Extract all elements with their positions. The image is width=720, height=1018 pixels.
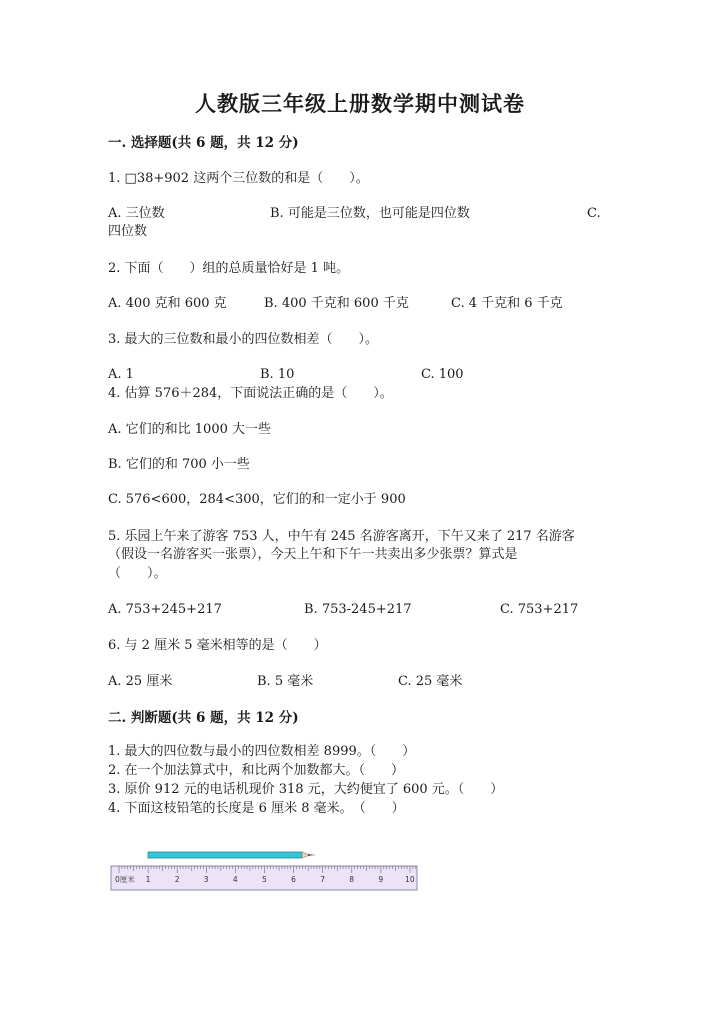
ruler-number-3: 3 <box>203 875 209 884</box>
question-3-option-c: C. 100 <box>421 367 464 382</box>
section-heading-choice: 一. 选择题(共 6 题，共 12 分) <box>108 135 299 151</box>
question-2-stem: 2. 下面（ ）组的总质量恰好是 1 吨。 <box>108 261 350 276</box>
question-5-option-c: C. 753+217 <box>500 602 579 617</box>
judge-item-2: 2. 在一个加法算式中，和比两个加数都大。（ ） <box>108 763 405 778</box>
ruler-number-7: 7 <box>320 875 325 884</box>
ruler-figure <box>110 848 422 894</box>
question-5-option-a: A. 753+245+217 <box>108 602 222 617</box>
section-heading-judge: 二. 判断题(共 6 题，共 12 分) <box>108 710 299 726</box>
ruler-number-2: 2 <box>174 875 180 884</box>
question-1-option-a: A. 三位数 <box>108 206 165 221</box>
question-4-stem: 4. 估算 576＋284，下面说法正确的是（ ）。 <box>108 386 393 401</box>
question-1-option-b: B. 可能是三位数，也可能是四位数 <box>270 206 470 221</box>
question-1-stem: 1. □38+902 这两个三位数的和是（ ）。 <box>108 171 369 186</box>
question-6-option-a: A. 25 厘米 <box>108 674 173 689</box>
question-3-option-a: A. 1 <box>108 367 134 382</box>
ruler-number-1: 1 <box>145 875 151 884</box>
ruler-number-5: 5 <box>262 875 267 884</box>
question-6-option-b: B. 5 毫米 <box>257 674 314 689</box>
question-1-option-c: C. <box>587 206 601 221</box>
question-2-option-a: A. 400 克和 600 克 <box>108 296 227 311</box>
question-4-option-a: A. 它们的和比 1000 大一些 <box>108 422 272 437</box>
ruler-number-10: 10 <box>405 875 415 884</box>
question-5-stem-line-3: （ ）。 <box>108 566 167 581</box>
question-3-stem: 3. 最大的三位数和最小的四位数相差（ ）。 <box>108 332 379 347</box>
judge-item-4: 4. 下面这枝铅笔的长度是 6 厘米 8 毫米。 （ ） <box>108 801 405 816</box>
judge-item-3: 3. 原价 912 元的电话机现价 318 元，大约便宜了 600 元。（ ） <box>108 782 504 797</box>
question-4-option-b: B. 它们的和 700 小一些 <box>108 457 250 472</box>
judge-item-1: 1. 最大的四位数与最小的四位数相差 8999。（ ） <box>108 744 416 759</box>
pencil-lead <box>308 854 316 856</box>
question-1-option-c-text: 四位数 <box>108 224 148 239</box>
ruler-number-9: 9 <box>378 875 384 884</box>
question-5-stem-line-2: （假设一名游客买一张票），今天上午和下午一共卖出多少张票？算式是 <box>108 547 518 562</box>
ruler-number-6: 6 <box>291 875 296 884</box>
question-4-option-c: C. 576<600，284<300，它们的和一定小于 900 <box>108 492 406 507</box>
ruler-svg <box>110 848 422 894</box>
question-2-option-c: C. 4 千克和 6 千克 <box>451 296 563 311</box>
question-2-option-b: B. 400 千克和 600 千克 <box>264 296 409 311</box>
pencil-body <box>148 852 302 858</box>
pencil <box>148 852 316 858</box>
question-6-option-c: C. 25 毫米 <box>398 674 463 689</box>
question-5-option-b: B. 753-245+217 <box>304 602 412 617</box>
ruler-number-8: 8 <box>349 875 355 884</box>
ruler-number-4: 4 <box>232 875 238 884</box>
question-5-stem-line-1: 5. 乐园上午来了游客 753 人，中午有 245 名游客离开，下午又来了 217 名游客 <box>108 529 575 544</box>
question-6-stem: 6. 与 2 厘米 5 毫米相等的是（ ） <box>108 638 327 653</box>
ruler-unit-label: 0厘米 <box>115 875 135 884</box>
question-3-option-b: B. 10 <box>260 367 295 382</box>
page-title: 人教版三年级上册数学期中测试卷 <box>195 91 525 116</box>
